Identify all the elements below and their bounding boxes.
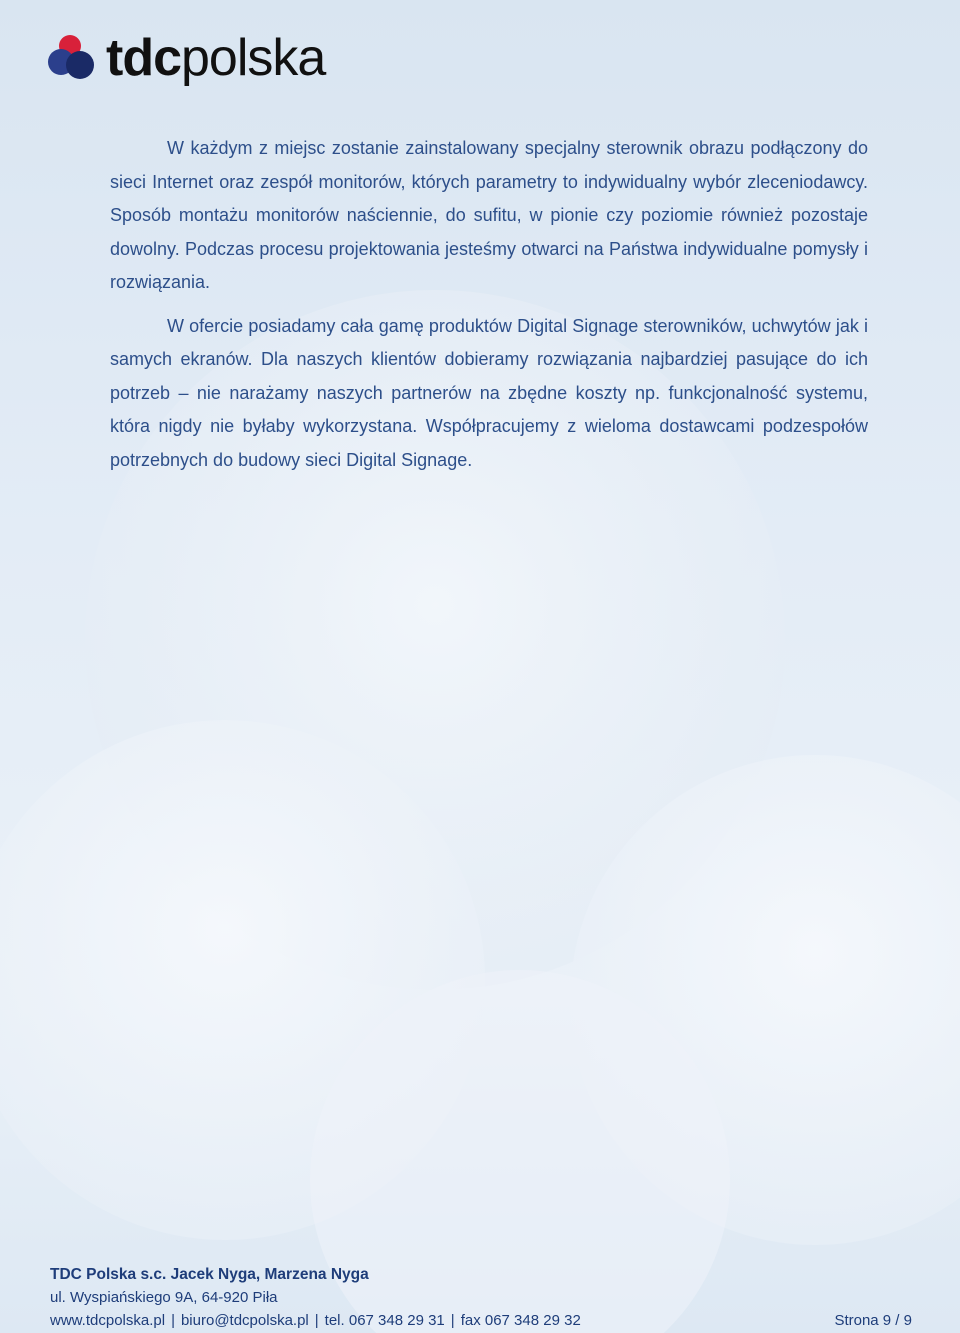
page-footer: [50, 1263, 912, 1332]
footer-email-link[interactable]: biuro@tdcpolska.pl: [180, 1312, 309, 1329]
footer-address: ul. Wyspiańskiego 9A, 64-920 Piła: [50, 1289, 278, 1306]
document-body: [110, 132, 868, 487]
footer-contact-row: [50, 1309, 912, 1332]
footer-phone: tel. 067 348 29 31: [324, 1312, 445, 1329]
footer-separator: |: [450, 1312, 455, 1329]
body-paragraph: W każdym z miejsc zostanie zainstalowany specjalny sterownik obrazu podłączony do sieci Internet oraz zespół monitorów, których parametry to indywidualny wybór zleceniodawcy. Sposób montażu monitorów naściennie, do sufitu, w pionie czy poziomie również pozostaje dowolny. Podczas procesu projektowania jesteśmy otwarci na Państwa indywidualne pomysły i rozwiązania.: [110, 138, 868, 292]
company-logo: [48, 28, 325, 88]
footer-separator: |: [314, 1312, 319, 1329]
footer-website-link[interactable]: www.tdcpolska.pl: [50, 1312, 166, 1329]
footer-separator: |: [171, 1312, 175, 1329]
footer-fax: fax 067 348 29 32: [460, 1312, 581, 1329]
body-paragraph: W ofercie posiadamy cała gamę produktów Digital Signage sterowników, uchwytów jak i samych ekranów. Dla naszych klientów dobieramy rozwiązania najbardziej pasujące do ich potrzeb – nie narażamy naszych partnerów na zbędne koszty np. funkcjonalność systemu, która nigdy nie byłaby wykorzystana. Współpracujemy z wieloma dostawcami podzespołów potrzebnych do budowy sieci Digital Signage.: [110, 315, 868, 470]
footer-company-name: TDC Polska s.c. Jacek Nyga, Marzena Nyga: [50, 1266, 369, 1283]
logo-brand-bold: tdc: [106, 29, 181, 87]
logo-brand-light: polska: [181, 29, 326, 87]
footer-contacts: [50, 1309, 581, 1332]
page-number: Strona 9 / 9: [834, 1312, 912, 1329]
logo-wordmark: [106, 29, 326, 87]
logo-mark-icon: [48, 33, 98, 83]
